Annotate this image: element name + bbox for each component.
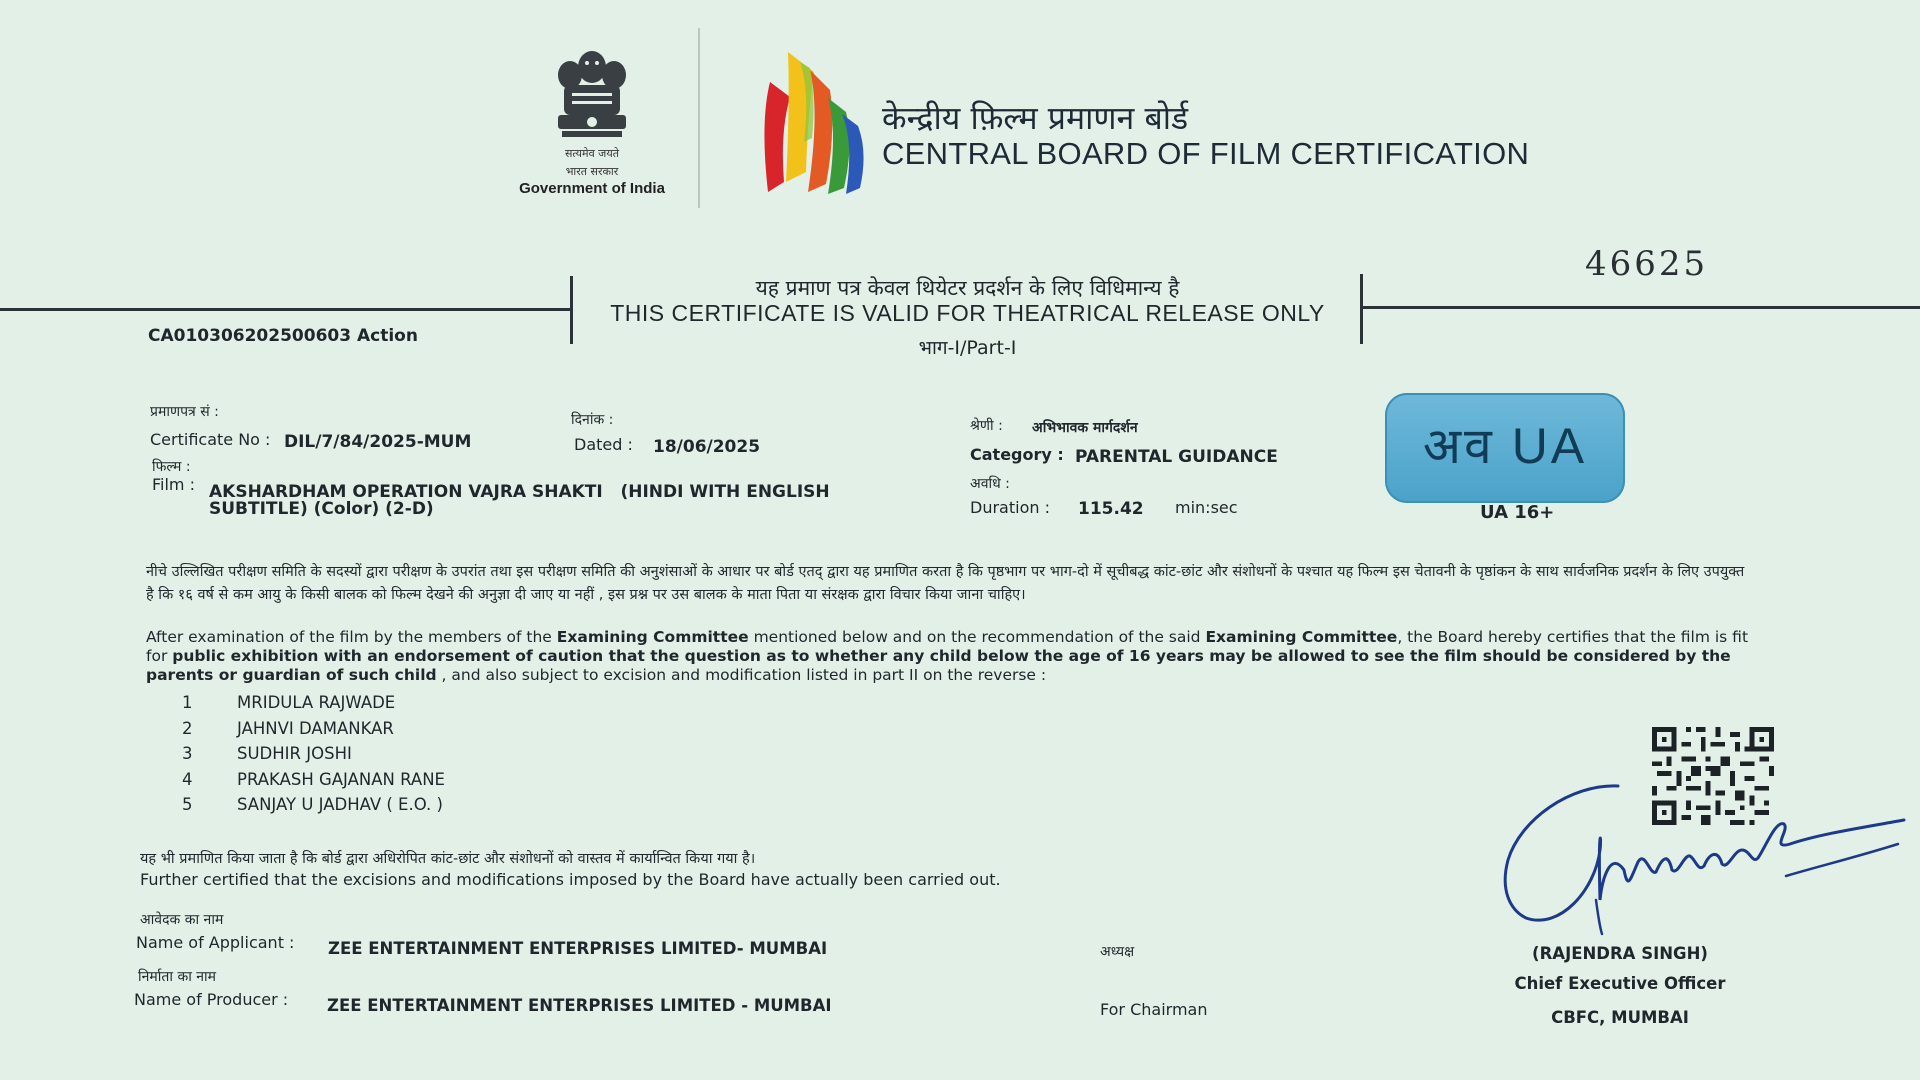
cbfc-logo-icon xyxy=(750,42,870,202)
category-label: Category : xyxy=(970,445,1064,464)
date-label: Dated : xyxy=(574,435,633,454)
member-number: 1 xyxy=(182,693,193,712)
header-divider xyxy=(698,28,700,208)
board-name-english: CENTRAL BOARD OF FILM CERTIFICATION xyxy=(882,136,1530,171)
gov-hindi-label: भारत सरकार xyxy=(565,165,619,178)
film-title-line2: SUBTITLE) (Color) (2-D) xyxy=(209,499,434,519)
signatory-office: CBFC, MUMBAI xyxy=(1551,1008,1689,1027)
member-name: MRIDULA RAJWADE xyxy=(237,693,396,712)
duration-unit: min:sec xyxy=(1175,498,1238,517)
ca-number: CA010306202500603 Action xyxy=(148,326,418,346)
para-emph: Examining Committee xyxy=(556,628,749,646)
part-label: भाग-I/Part-I xyxy=(918,337,1017,359)
committee-member xyxy=(182,741,445,767)
committee-member xyxy=(182,792,445,818)
date-value: 18/06/2025 xyxy=(653,437,761,457)
signatory-title: Chief Executive Officer xyxy=(1514,974,1726,993)
gov-english-label: Government of India xyxy=(519,180,665,197)
member-name: PRAKASH GAJANAN RANE xyxy=(237,769,445,789)
category-value: PARENTAL GUIDANCE xyxy=(1075,447,1278,467)
para-text: After examination of the film by the members of the xyxy=(146,628,557,646)
cert-no-value: DIL/7/84/2025-MUM xyxy=(284,432,472,452)
chairman-english: For Chairman xyxy=(1100,1000,1208,1019)
para-text: mentioned below and on the recommendation of the said xyxy=(748,628,1206,646)
para-emph: Examining Committee xyxy=(1205,628,1398,646)
para-text: , the Board hereby certifies that the film is fit for xyxy=(146,628,1749,665)
rule-left xyxy=(0,308,572,311)
rating-subtext: UA 16+ xyxy=(1480,502,1555,523)
applicant-label-hindi: आवेदक का नाम xyxy=(140,912,224,928)
signatory-name: (RAJENDRA SINGH) xyxy=(1532,944,1708,963)
rule-tick-left xyxy=(570,276,573,344)
rating-badge-text: अव UA xyxy=(1422,418,1588,474)
certification-paragraph-english xyxy=(146,628,1756,685)
member-number: 5 xyxy=(182,795,193,814)
signature-icon xyxy=(1500,780,1910,940)
member-number: 2 xyxy=(182,718,193,738)
film-title-line1: AKSHARDHAM OPERATION VAJRA SHAKTI (HINDI WITH ENGLISH xyxy=(209,482,830,502)
committee-member xyxy=(182,767,445,793)
date-label-hindi: दिनांक : xyxy=(571,412,614,428)
member-number: 3 xyxy=(182,744,193,763)
duration-label: Duration : xyxy=(970,498,1050,517)
para-emph: public exhibition with an endorsement of caution that the question as to whether any child below the age of 16 years may be allowed to see the film should be considered by the parents or guardian of such child xyxy=(146,647,1731,684)
national-emblem-icon xyxy=(540,45,645,160)
committee-list xyxy=(182,690,445,818)
gov-motto: सत्यमेव जयते xyxy=(564,147,619,160)
further-certified-english: Further certified that the excisions and modifications imposed by the Board have actually been carried out. xyxy=(140,870,1001,889)
rule-right xyxy=(1362,306,1920,309)
committee-member xyxy=(182,716,445,742)
cert-no-label-hindi: प्रमाणपत्र सं : xyxy=(150,404,219,420)
film-label: Film : xyxy=(152,475,195,494)
board-name-hindi: केन्द्रीय फ़िल्म प्रमाणन बोर्ड xyxy=(882,99,1189,137)
validity-english: THIS CERTIFICATE IS VALID FOR THEATRICAL RELEASE ONLY xyxy=(610,300,1325,326)
producer-label: Name of Producer : xyxy=(134,990,289,1009)
member-name: JAHNVI DAMANKAR xyxy=(237,718,394,738)
duration-value: 115.42 xyxy=(1078,499,1144,519)
committee-member xyxy=(182,690,445,716)
rule-tick-right xyxy=(1360,274,1363,344)
applicant-value: ZEE ENTERTAINMENT ENTERPRISES LIMITED- MUMBAI xyxy=(328,939,828,958)
producer-label-hindi: निर्माता का नाम xyxy=(138,969,217,985)
film-label-hindi: फिल्म : xyxy=(152,459,191,475)
further-certified-hindi: यह भी प्रमाणित किया जाता है कि बोर्ड द्वारा अधिरोपित कांट-छांट और संशोधनों को वास्तव में कार्यान्वित किया गया है। xyxy=(140,851,756,867)
member-name: SUDHIR JOSHI xyxy=(237,744,352,763)
para-text: , and also subject to excision and modification listed in part II on the reverse : xyxy=(436,666,1047,684)
category-label-hindi: श्रेणी : xyxy=(970,418,1003,434)
cert-no-label: Certificate No : xyxy=(150,430,271,449)
member-number: 4 xyxy=(182,769,193,789)
chairman-hindi: अध्यक्ष xyxy=(1100,944,1135,960)
applicant-label: Name of Applicant : xyxy=(136,933,295,952)
serial-number: 46625 xyxy=(1585,244,1709,284)
validity-hindi: यह प्रमाण पत्र केवल थियेटर प्रदर्शन के लिए विधिमान्य है xyxy=(755,276,1180,300)
member-name: SANJAY U JADHAV ( E.O. ) xyxy=(237,795,443,814)
certification-paragraph-hindi: नीचे उल्लिखित परीक्षण समिति के सदस्यों द्वारा परीक्षण के उपरांत तथा इस परीक्षण समिति की अनुशंसाओं के आधार पर बोर्ड एतद् द्वारा यह प्रमाणित करता है कि पृष्ठभाग पर भाग-दो में सूचीबद्ध कांट-छांट और संशोधनों के पश्चात यह फिल्म इस चेतावनी के पृष्ठांकन के साथ सार्वजनिक प्रदर्शन के लिए उपयुक्त है कि १६ वर्ष से कम आयु के किसी बालक को फिल्म देखने की अनुज्ञा दी जाए या नहीं , इस प्रश्न पर उस बालक के माता पिता या संरक्षक द्वारा विचार किया जाना चाहिए। xyxy=(146,564,1745,603)
duration-label-hindi: अवधि : xyxy=(970,476,1010,492)
producer-value: ZEE ENTERTAINMENT ENTERPRISES LIMITED - MUMBAI xyxy=(327,996,832,1015)
category-value-hindi: अभिभावक मार्गदर्शन xyxy=(1032,420,1138,436)
